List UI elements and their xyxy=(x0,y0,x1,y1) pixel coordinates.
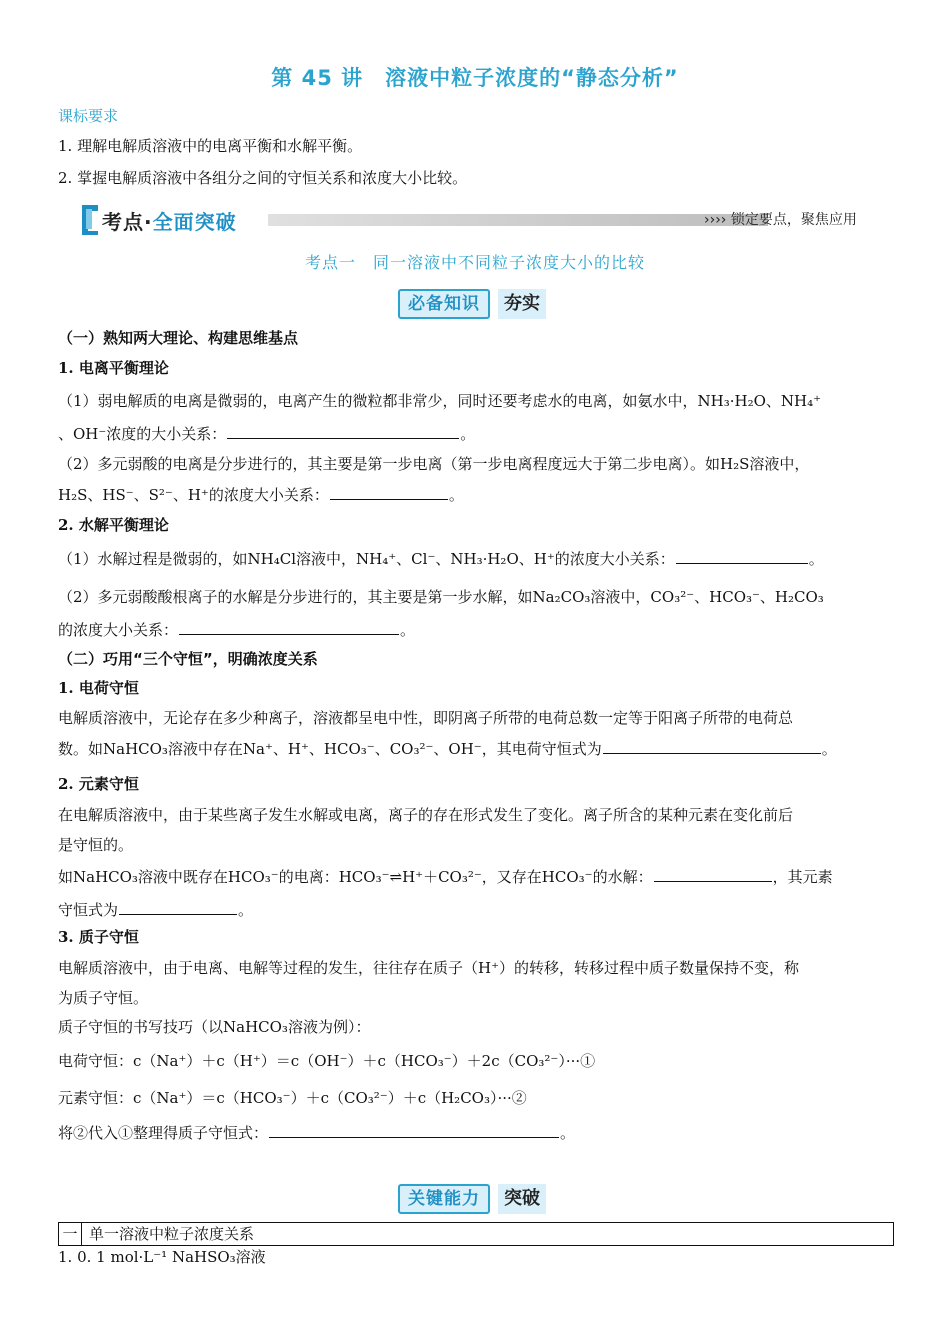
answer-blank[interactable] xyxy=(654,866,772,882)
badge-guanjian-box: 关键能力 xyxy=(398,1184,490,1214)
topic-table-row xyxy=(58,1222,894,1246)
heading-dianhe: 1. 电荷守恒 xyxy=(58,679,139,697)
requirement-2: 2. 掌握电解质溶液中各组分之间的守恒关系和浓度大小比较。 xyxy=(58,169,468,187)
answer-blank[interactable] xyxy=(330,484,448,500)
kebiao-heading: 课标要求 xyxy=(58,107,119,125)
answer-blank[interactable] xyxy=(603,738,821,754)
badge-guanjian xyxy=(398,1184,558,1214)
para-10: 元素守恒：c（Na⁺）＝c（HCO₃⁻）＋c（CO₃²⁻）＋c（H₂CO₃）···② xyxy=(58,1089,527,1107)
banner-bar xyxy=(268,214,768,226)
para-6d: 守恒式为 。 xyxy=(58,901,254,919)
section-banner xyxy=(76,203,896,237)
answer-blank[interactable] xyxy=(179,619,399,635)
para-4a: （2）多元弱酸酸根离子的水解是分步进行的，其主要是第一步水解，如Na₂CO₃溶液中，CO₃²⁻、HCO₃⁻、H₂CO₃ xyxy=(58,588,824,606)
heading-yuansu: 2. 元素守恒 xyxy=(58,775,139,793)
banner-right-text: ›››› 锁定要点，聚焦应用 xyxy=(704,212,857,228)
heading-zhizi: 3. 质子守恒 xyxy=(58,928,139,946)
para-9: 电荷守恒：c（Na⁺）＋c（H⁺）＝c（OH⁻）＋c（HCO₃⁻）＋2c（CO₃²⁻）···① xyxy=(58,1052,596,1070)
badge-bibei-after: 夯实 xyxy=(498,289,546,319)
answer-blank[interactable] xyxy=(269,1122,559,1138)
topic-number: 一 xyxy=(59,1223,82,1245)
para-3: （1）水解过程是微弱的，如NH₄Cl溶液中，NH₄⁺、Cl⁻、NH₃·H₂O、H⁺的浓度大小关系： 。 xyxy=(58,550,824,568)
para-6b: 是守恒的。 xyxy=(58,836,134,854)
answer-blank[interactable] xyxy=(119,899,237,915)
requirement-1: 1. 理解电解质溶液中的电离平衡和水解平衡。 xyxy=(58,137,363,155)
para-5b: 数。如NaHCO₃溶液中存在Na⁺、H⁺、HCO₃⁻、CO₃²⁻、OH⁻，其电荷守恒式为 。 xyxy=(58,740,837,758)
section-1-heading: （一）熟知两大理论、构建思维基点 xyxy=(58,329,299,347)
para-1b: 、OH⁻浓度的大小关系： 。 xyxy=(58,425,476,443)
topic-text: 单一溶液中粒子浓度关系 xyxy=(89,1225,255,1243)
last-line: 1. 0. 1 mol·L⁻¹ NaHSO₃溶液 xyxy=(58,1248,266,1266)
kaodian-title: 考点一 同一溶液中不同粒子浓度大小的比较 xyxy=(304,253,645,272)
para-6a: 在电解质溶液中，由于某些离子发生水解或电离，离子的存在形式发生了变化。离子所含的某种元素在变化前后 xyxy=(58,806,794,824)
para-4b: 的浓度大小关系： 。 xyxy=(58,621,416,639)
para-1a: （1）弱电解质的电离是微弱的，电离产生的微粒都非常少，同时还要考虑水的电离，如氨水中，NH₃·H₂O、NH₄⁺ xyxy=(58,392,822,410)
para-2b: H₂S、HS⁻、S²⁻、H⁺的浓度大小关系： 。 xyxy=(58,486,464,504)
page-title: 第 45 讲 溶液中粒子浓度的“静态分析” xyxy=(271,66,679,90)
para-6c: 如NaHCO₃溶液中既存在HCO₃⁻的电离：HCO₃⁻⇌H⁺＋CO₃²⁻，又存在HCO₃⁻的水解： ，其元素 xyxy=(58,868,833,886)
heading-dianli: 1. 电离平衡理论 xyxy=(58,359,169,377)
section-2-heading: （二）巧用“三个守恒”，明确浓度关系 xyxy=(58,650,318,668)
badge-bibei xyxy=(398,289,558,319)
para-5a: 电解质溶液中，无论存在多少种离子，溶液都呈电中性，即阴离子所带的电荷总数一定等于阳离子所带的电荷总 xyxy=(58,709,794,727)
para-2a: （2）多元弱酸的电离是分步进行的，其主要是第一步电离（第一步电离程度远大于第二步电离）。如H₂S溶液中， xyxy=(58,455,810,473)
para-11: 将②代入①整理得质子守恒式： 。 xyxy=(58,1124,576,1142)
para-7a: 电解质溶液中，由于电离、电解等过程的发生，往往存在质子（H⁺）的转移，转移过程中质子数量保持不变，称 xyxy=(58,959,800,977)
banner-tag-text: 考点·全面突破 xyxy=(102,210,237,234)
answer-blank[interactable] xyxy=(227,423,459,439)
heading-shuijie: 2. 水解平衡理论 xyxy=(58,516,169,534)
badge-bibei-box: 必备知识 xyxy=(398,289,490,319)
para-7b: 为质子守恒。 xyxy=(58,989,149,1007)
answer-blank[interactable] xyxy=(676,548,808,564)
para-8: 质子守恒的书写技巧（以NaHCO₃溶液为例）： xyxy=(58,1018,371,1036)
badge-guanjian-after: 突破 xyxy=(498,1184,546,1214)
